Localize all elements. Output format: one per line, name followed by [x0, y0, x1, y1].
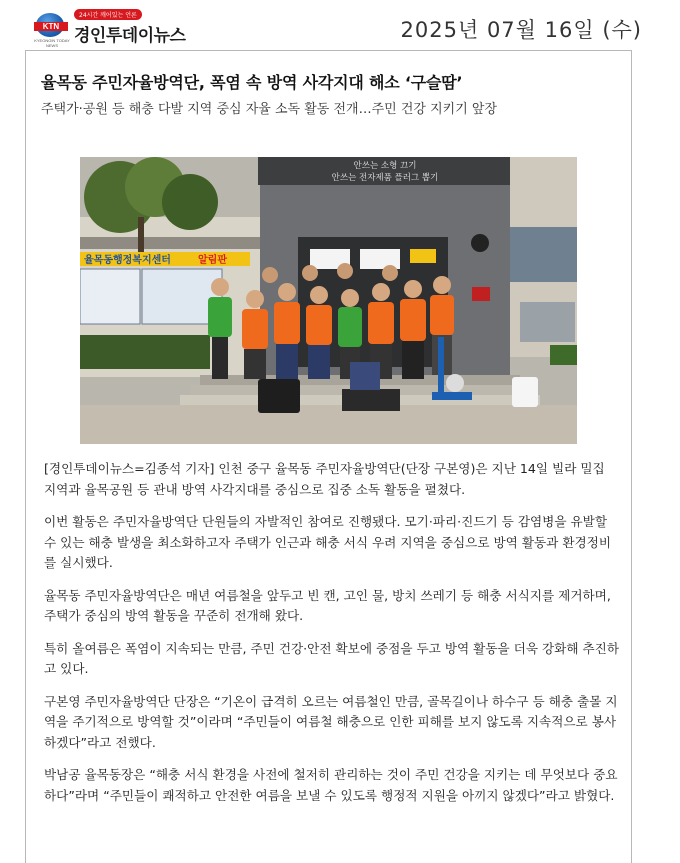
publication-date: 2025년 07월 16일 (수): [400, 18, 642, 42]
photo-sign-line2: 안쓰는 전자제품 플러그 뽑기: [331, 173, 439, 183]
globe-logo-icon: [34, 13, 70, 48]
photo-side-sign-accent: 알림판: [198, 255, 227, 266]
photo-sign-line1: 안쓰는 소형 끄기: [353, 161, 417, 171]
article-paragraph: 박남공 율목동장은 “해충 서식 환경을 사전에 철저히 관리하는 것이 주민 건강을 지키는 데 무엇보다 중요하다”라며 “주민들이 쾌적하고 안전한 여름을 보낼 수 있도록 행정적 지원을 아끼지 않겠다”라고 밝혔다.: [44, 767, 618, 803]
sprayer-case: [258, 379, 300, 413]
article-paragraph: 이번 활동은 주민자율방역단 단원들의 자발적인 참여로 진행됐다. 모기·파리·진드기 등 감염병을 유발할 수 있는 해충 발생을 최소화하고자 주택가 인근과 해충 서식 우려 지역을 중심으로 방역 활동과 환경정비를 실시했다.: [44, 514, 611, 570]
article-photo: [80, 157, 577, 444]
article-subheadline: 주택가·공원 등 해충 다발 지역 중심 자율 소독 활동 전개…주민 건강 지키기 앞장: [41, 102, 498, 117]
logo-small-text: KYEONGIN TODAY NEWS: [34, 37, 70, 48]
article-paragraph: 율목동 주민자율방역단은 매년 여름철을 앞두고 빈 캔, 고인 물, 방치 쓰레기 등 해충 서식지를 제거하며, 주택가 중심의 방역 활동을 꾸준히 전개해 왔다.: [44, 587, 611, 623]
article-headline: 율목동 주민자율방역단, 폭염 속 방역 사각지대 해소 ‘구슬땀’: [41, 73, 463, 92]
masthead: [0, 0, 680, 46]
logo-band: KTN: [34, 22, 68, 31]
article-paragraph: 구본영 주민자율방역단 단장은 “기온이 급격히 오르는 여름철인 만큼, 골목길이나 하수구 등 해충 출몰 지역을 주기적으로 방역할 것”이라며 “주민들이 여름철 해충으로 인한 피해를 보지 않도록 지속적으로 봉사하겠다”라고 전했다.: [44, 693, 618, 750]
photo-side-sign: 율목동행정복지센터: [84, 255, 171, 266]
brand-name: 경인투데이뉴스: [74, 26, 186, 46]
article-paragraph: 특히 올여름은 폭염이 지속되는 만큼, 주민 건강·안전 확보에 중점을 두고 방역 활동을 더욱 강화해 추진하고 있다.: [44, 640, 620, 676]
article-paragraph: [경인투데이뉴스=김종석 기자] 인천 중구 율목동 주민자율방역단(단장 구본영)은 지난 14일 빌라 밀집 지역과 율목공원 등 관내 방역 사각지대를 중심으로 집중 소독 활동을 펼쳤다.: [44, 461, 605, 497]
article-body: [44, 459, 619, 818]
newspaper-logo[interactable]: [34, 9, 185, 46]
slogan-badge: 24시간 깨어있는 언론: [74, 9, 142, 20]
